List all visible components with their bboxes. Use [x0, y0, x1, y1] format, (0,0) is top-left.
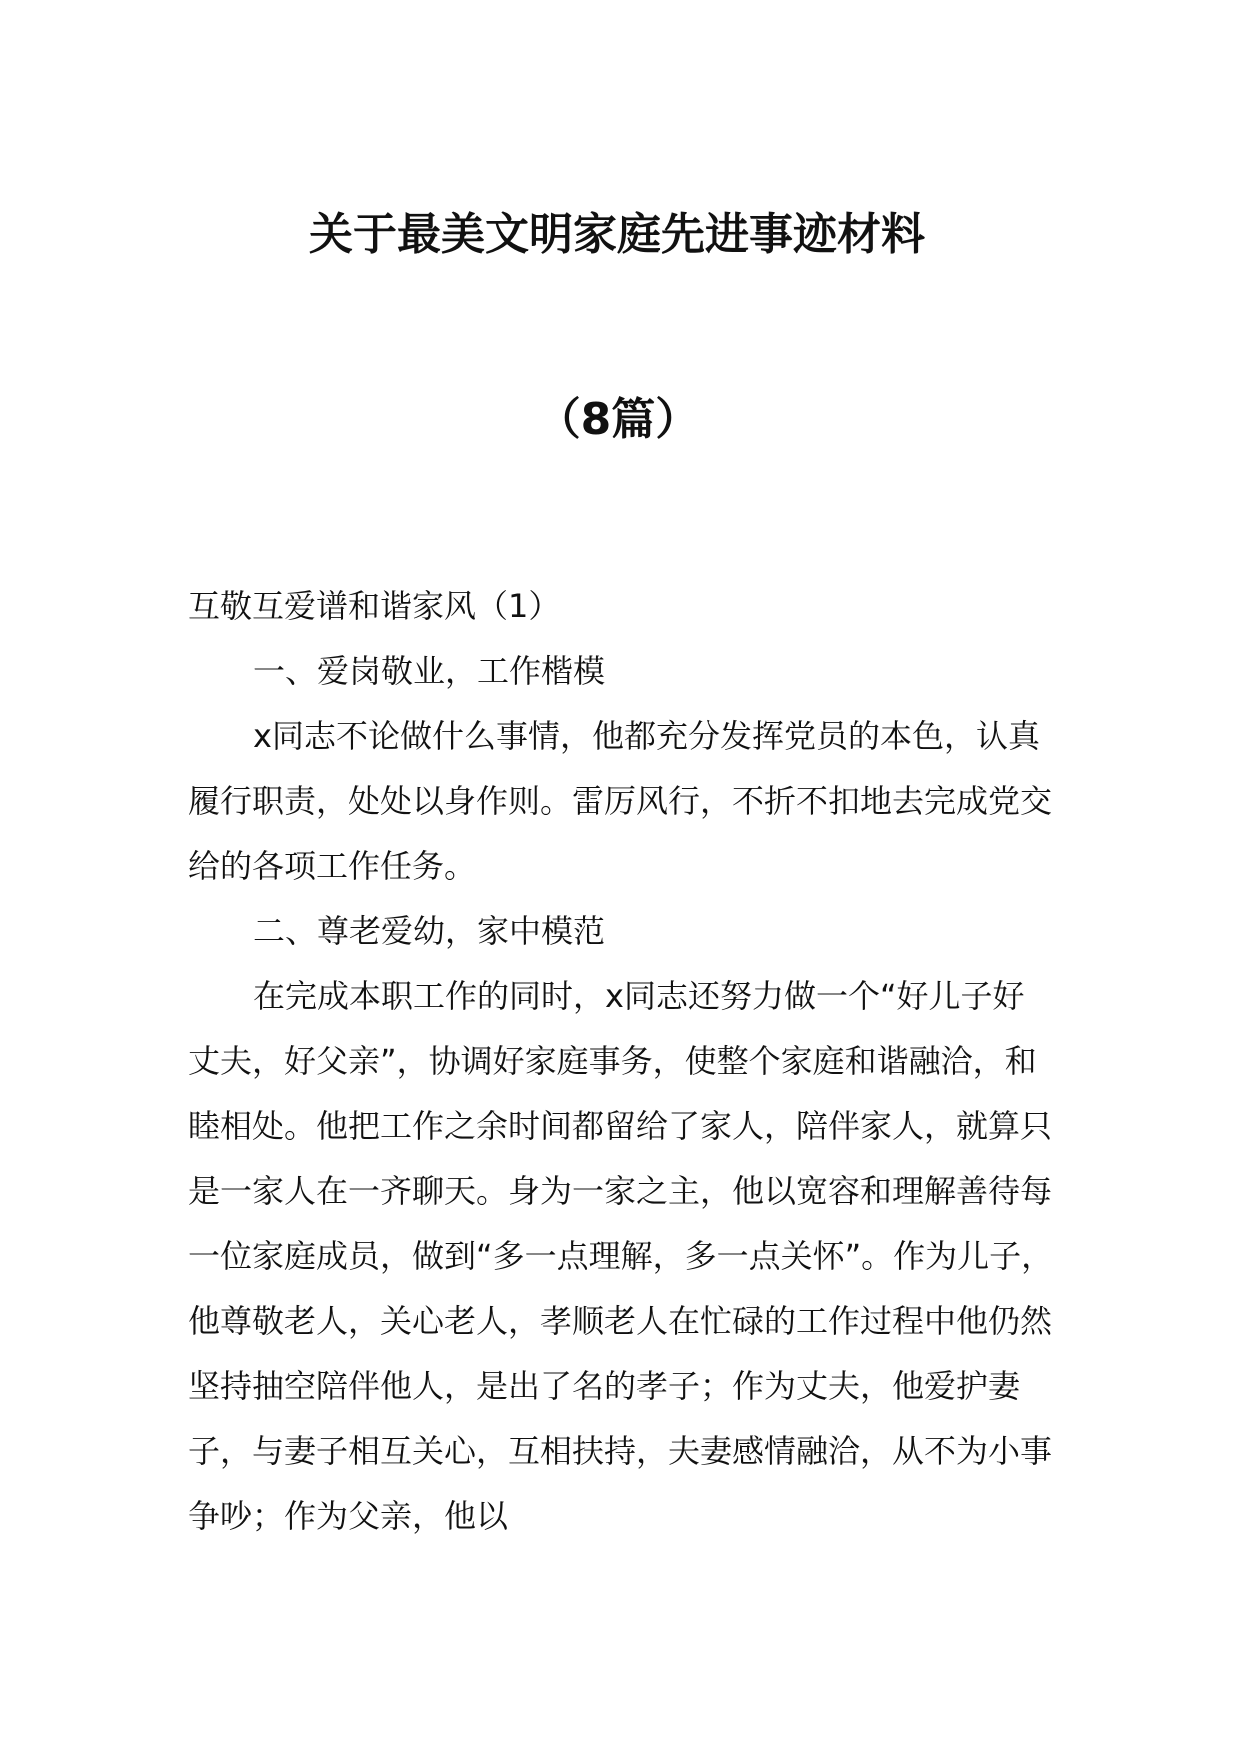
subsection-heading: 一、爱岗敬业，工作楷模 [253, 652, 606, 690]
body-paragraph: x同志不论做什么事情，他都充分发挥党员的本色，认真履行职责，处处以身作则。雷厉风行，不折不扣地去完成党交给的各项工作任务。 [188, 717, 1053, 885]
section-heading: 互敬互爱谱和谐家风（1） [188, 587, 561, 625]
subsection-heading: 二、尊老爱幼，家中模范 [253, 912, 606, 950]
document-title: 关于最美文明家庭先进事迹材料 [309, 209, 925, 260]
document-subtitle: （8篇） [536, 394, 700, 445]
body-paragraph: 在完成本职工作的同时，x同志还努力做一个“好儿子好丈夫，好父亲”，协调好家庭事务，使整个家庭和谐融洽，和睦相处。他把工作之余时间都留给了家人，陪伴家人，就算只是一家人在一齐聊天。身为一家之主，他以宽容和理解善待每一位家庭成员，做到“多一点理解，多一点关怀”。作为儿子，他尊敬老人，关心老人，孝顺老人在忙碌的工作过程中他仍然坚持抽空陪伴他人，是出了名的孝子；作为丈夫，他爱护妻子，与妻子相互关心，互相扶持，夫妻感情融洽，从不为小事争吵；作为父亲，他以 [188, 977, 1054, 1535]
document-body [188, 574, 1054, 1549]
